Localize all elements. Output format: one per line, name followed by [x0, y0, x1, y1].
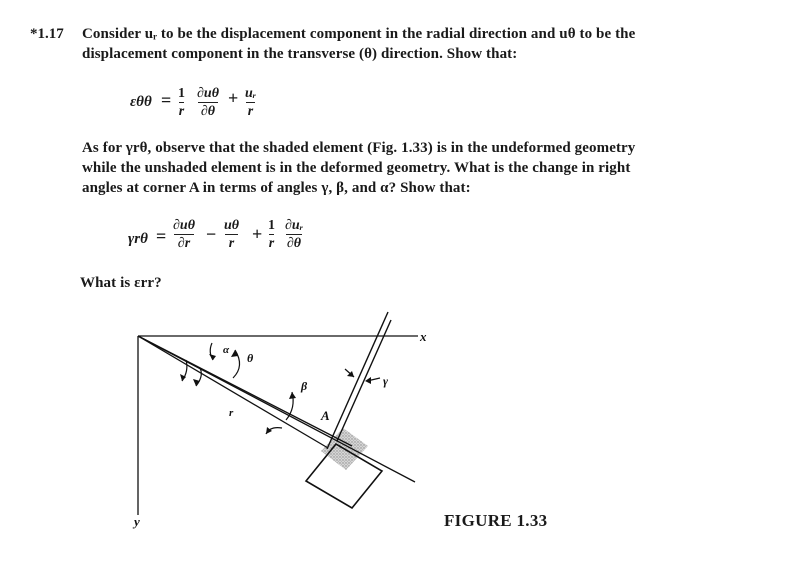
corner-a-label: A [321, 408, 330, 423]
theta-label: θ [247, 351, 254, 365]
radial-line-3 [138, 336, 328, 448]
alpha-label: α [223, 344, 230, 356]
alpha-arrowhead [209, 354, 216, 360]
eq2-term1-den: ∂r [177, 236, 191, 251]
eq1-term3-num: uᵣ [245, 86, 256, 101]
eq1-lhs: εθθ [130, 94, 152, 110]
eq1-term2-num: ∂uθ [197, 86, 219, 101]
eq2-minus: − [206, 224, 217, 244]
intro-line-1: Consider uᵣ to be the displacement component in the radial direction and uθ to be the [82, 26, 636, 42]
eq2-term1-num: ∂uθ [173, 218, 195, 233]
tangent-line-1 [327, 312, 388, 449]
eq1-term1-num: 1 [178, 86, 185, 101]
paragraph-2-line-2: while the unshaded element is in the deformed geometry. What is the change in right [82, 160, 631, 176]
paragraph-2-line-1: As for γrθ, observe that the shaded element (Fig. 1.33) is in the undeformed geometry [82, 140, 636, 156]
gamma-label: γ [383, 374, 388, 388]
beta-arrowhead [289, 392, 296, 399]
y-axis-label: y [134, 514, 140, 529]
eq1-plus: + [228, 88, 239, 108]
eq2-equals: = [156, 226, 167, 246]
eq2-term2-den: r [228, 236, 235, 251]
eq1-equals: = [161, 90, 172, 110]
arc-4-arrowhead [266, 427, 272, 434]
eq2-lhs: γrθ [128, 231, 148, 247]
question-text: What is εrr? [80, 275, 162, 291]
x-axis-label: x [420, 329, 427, 344]
eq2-term4-num: ∂uᵣ [285, 218, 303, 233]
eq2-term4-den: ∂θ [286, 236, 302, 251]
gamma-arrowhead-right [365, 377, 371, 384]
figure-caption: FIGURE 1.33 [444, 511, 548, 530]
eq2-plus: + [252, 224, 263, 244]
r-label: r [229, 407, 234, 419]
intro-line-2: displacement component in the transverse (θ) direction. Show that: [82, 46, 518, 62]
eq2-term2-num: uθ [224, 218, 240, 233]
paragraph-2-line-3: angles at corner A in terms of angles γ, β, and α? Show that: [82, 180, 471, 196]
eq1-term2-den: ∂θ [200, 104, 216, 119]
beta-label: β [301, 379, 308, 393]
eq2-term3-den: r [268, 236, 275, 251]
eq2-term3-num: 1 [268, 218, 275, 233]
eq1-term3-den: r [247, 104, 254, 119]
eq1-term1-den: r [178, 104, 185, 119]
problem-number: *1.17 [30, 26, 64, 42]
